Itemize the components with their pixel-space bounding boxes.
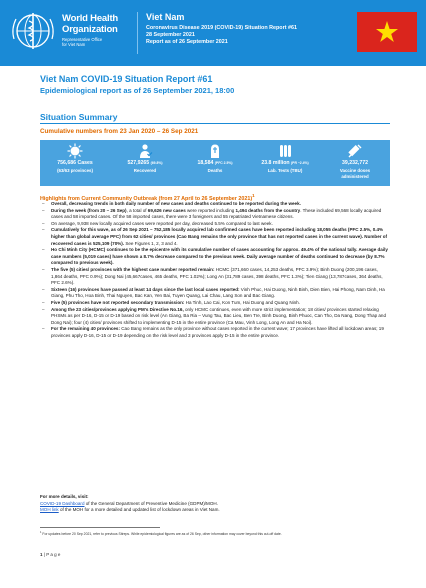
bullet-text: Cumulatively for this wave, as of 26 Sep 2021 – 752,185 locally acquired lab confirmed cases have been reported including 18,055 deaths (PFC 2.5%, 0.4% higher than global average PFC) from 62 cities/ provinces (Cao Bang remains the only province that has not reported cases in the current wave). Number of recovered cases is 525,109 (70%). — [51, 227, 388, 246]
document-title: Viet Nam COVID-19 Situation Report #61 — [40, 74, 213, 84]
document-subtitle: Epidemiological report as of 26 September 2021, 18:00 — [40, 86, 235, 95]
stat-tests — [250, 140, 320, 186]
stat-recovered-value — [110, 160, 180, 166]
stat-vaccines — [320, 140, 390, 186]
page-number: 1 | P a g e — [40, 552, 61, 557]
stat-tests-label: Lab. Tests (TBU) — [267, 168, 303, 173]
highlight-bullet — [40, 287, 390, 300]
report-date: 28 September 2021 — [146, 31, 195, 38]
stat-tests-number: 23.8 million — [261, 160, 290, 166]
vietnam-flag — [357, 12, 417, 52]
stat-deaths-number: 18,584 — [197, 160, 214, 166]
bullet-text: Ho Chi Minh City (HCMC) continues to be the epicentre with its cumulative number of cases accounting for approx. 49.4% of the national tally. Average daily case numbers (5,019 cases) have shown a 8.7% decrease compared to the previous week. Daily average number of deaths continued to decrease (by 8.7% compared to previous week). — [51, 247, 388, 266]
who-wordmark — [62, 14, 118, 47]
page-number-value: 1 — [40, 552, 43, 557]
bullet-text: Five (5) provinces have not reported secondary transmission: — [51, 299, 185, 305]
who-org: Organization — [62, 23, 118, 35]
bullet-text: The five (5) cities/ provinces with the highest case number reported remain: — [51, 266, 215, 272]
stat-deaths-pfc: (PFC 2.5%) — [214, 161, 233, 165]
header-text — [146, 12, 297, 45]
stat-cases — [40, 140, 110, 186]
bullet-text: Vinh Phuc, Hai Duong, Ninh Binh, Dien Bien, Hai Phong, Nam Dinh, Ha Giang, Phu Tho, Hoa Binh, Thai Nguyen, Bac Kan, Yen Bai, Tuyen Quang, Lai Chau, Lang Son and Bac Giang. — [51, 286, 385, 299]
bullet-text: On average, 9,938 new locally acquired cases were reported per day, decreased 5.5% compared to last week. — [51, 220, 273, 226]
who-rep-line-1: Representative Office — [62, 37, 103, 42]
flag-star-icon — [375, 20, 399, 44]
bullet-text: Cao Bang remains as the only province without cases reported in the current wave; 17 provinces have lifted all lockdown areas; 19 provinces apply D-16, D-15 or D-19 depending on the risk level and 3 provinces apply D-15 in the entire province. — [51, 326, 384, 338]
syringe-icon — [347, 143, 363, 159]
highlights-list — [40, 201, 390, 339]
section-divider — [40, 123, 390, 124]
virus-icon — [67, 143, 83, 159]
more-details — [40, 494, 390, 514]
highlight-bullet — [40, 326, 390, 339]
more-details-text-2: of the MOH for a more detailed and updated list of lockdown areas in Viet Nam. — [58, 507, 220, 513]
stat-cases-label: (63/63 provinces) — [57, 168, 93, 173]
stats-band — [40, 140, 390, 186]
highlight-bullet — [40, 208, 390, 221]
recovered-icon — [137, 143, 153, 159]
bullet-text: only HCMC continues, even with more strict implementation; 18 cities/ provinces started relaxing PHSMs as per D-16, D-15 or D-19 based on risk level (An Giang, Ba Ria – Vung Tau, Bac Lieu, Ben Tre, Binh Duong, Binh Phuoc, Can Tho, Da Nang, Dong Thap and Dong Nai); four (4) cities/ provinces shifted to implementing D-15 in the entire province (Ca Mau, Vinh Long, Long An and Ha Noi). — [51, 306, 386, 325]
report-header — [0, 0, 426, 66]
bullet-text: Overall, decreasing trends in both daily number of new cases and deaths continued to be reported during the week. — [51, 201, 301, 206]
stat-tests-pr: (PR ~2.4%) — [291, 161, 309, 165]
more-details-line-2 — [40, 507, 390, 514]
highlight-bullet — [40, 201, 390, 208]
footnote-number: 1 — [40, 531, 42, 534]
cumulative-title: Cumulative numbers from 23 Jan 2020 – 26 Sep 2021 — [40, 128, 199, 135]
stat-recovered — [110, 140, 180, 186]
more-details-label: For more details, visit: — [40, 494, 89, 499]
section-title: Situation Summary — [40, 112, 118, 122]
footnote — [40, 531, 390, 537]
stat-recovered-percent: (69.8%) — [150, 161, 163, 165]
bullet-text: , a total of — [126, 207, 148, 213]
page-label: P a g e — [46, 552, 61, 557]
bullet-text: Ha Tinh, Lao Cai, Kon Tum, Hai Duong and Quang Ninh. — [184, 299, 300, 305]
footnote-text: For updates before 20 Sep 2021, refer to previous Sitreps. While epidemiological figures are as of 26 Sep, other information may cover beyond this cut-off date. — [42, 532, 282, 537]
stat-vaccines-label — [320, 168, 390, 179]
covid-dashboard-link[interactable]: COVID-19 Dashboard — [40, 500, 85, 506]
highlight-bullet — [40, 307, 390, 327]
highlight-bullet — [40, 227, 390, 247]
bullet-text: During the week (from 20 – 26 Sep) — [51, 207, 127, 213]
more-details-line-1 — [40, 501, 390, 508]
footnote-divider — [40, 527, 160, 528]
report-name: Coronavirus Disease 2019 (COVID-19) Situation Report #61 — [146, 25, 297, 31]
highlight-bullet — [40, 300, 390, 307]
who-name: World Health — [62, 13, 119, 24]
who-representative — [62, 37, 118, 47]
bullet-text: 1,494 deaths from the country — [235, 207, 301, 213]
stat-vaccines-label-2: administered — [341, 173, 369, 179]
header-divider — [137, 12, 138, 54]
stat-recovered-label: Recovered — [133, 168, 157, 173]
who-rep-line-2: for Viet Nam — [62, 42, 86, 48]
bullet-text: For the remaining 40 provinces: — [51, 326, 120, 332]
bullet-text: Among the 23 cities/provinces applying PM's Directive No.16, — [51, 306, 184, 312]
report-as-of: Report as of 26 September 2021 — [146, 38, 228, 45]
bullet-text: 69,626 new cases — [147, 207, 186, 213]
more-details-text-1: of the General Department of Preventive Medicine (GDPM)/MOH. — [84, 500, 218, 506]
highlight-bullet — [40, 221, 390, 228]
highlight-bullet — [40, 267, 390, 287]
stat-deaths-label: Deaths — [207, 168, 223, 173]
bullet-text: Sixteen (16) provinces have passed at least 14 days since the last local cases reported: — [51, 286, 240, 292]
stat-vaccines-label-1: Vaccine doses — [339, 168, 371, 173]
country-name: Viet Nam — [146, 12, 185, 22]
bullet-text: were reported including — [185, 207, 236, 213]
stat-tests-value — [250, 160, 320, 166]
footnote-mark: 1 — [252, 193, 255, 198]
stat-cases-value: 756,686 Cases — [57, 160, 93, 166]
stat-deaths — [180, 140, 250, 186]
bullet-text: See Figures 1, 2, 3 and 4. — [125, 240, 178, 246]
bullet-text: . These included 69,568 locally acquired cases and 58 imported cases. Of the 58 imported cases, there were 3 foreigners and 55 repatriated Vietnamese citizens. — [51, 207, 382, 220]
highlight-bullet — [40, 247, 390, 267]
stat-recovered-number: 527,9265 — [127, 160, 150, 166]
who-emblem-icon — [8, 9, 58, 53]
stat-vaccines-value: 39,232,772 — [342, 160, 368, 166]
deaths-icon — [207, 143, 223, 159]
bullet-text: HCMC (371,660 cases, 14,253 deaths, PFC 3.9%); Binh Duong (200,196 cases, 1,864 deaths, PFC 0.9%); Dong Nai (45,667cases, 465 deaths, PFC 1.02%); Long An (31,789 cases, 398 deaths, PFC 1.3%); Tien Giang (13,787cases, 364 deaths, PFC 2.6%). — [51, 266, 383, 286]
moh-link[interactable]: MOH link — [40, 507, 59, 513]
test-tube-icon — [277, 143, 293, 159]
stat-deaths-value — [180, 160, 250, 166]
highlights-title-text: Highlights from Current Community Outbreak (from 27 April to 26 September 2021) — [40, 195, 253, 202]
